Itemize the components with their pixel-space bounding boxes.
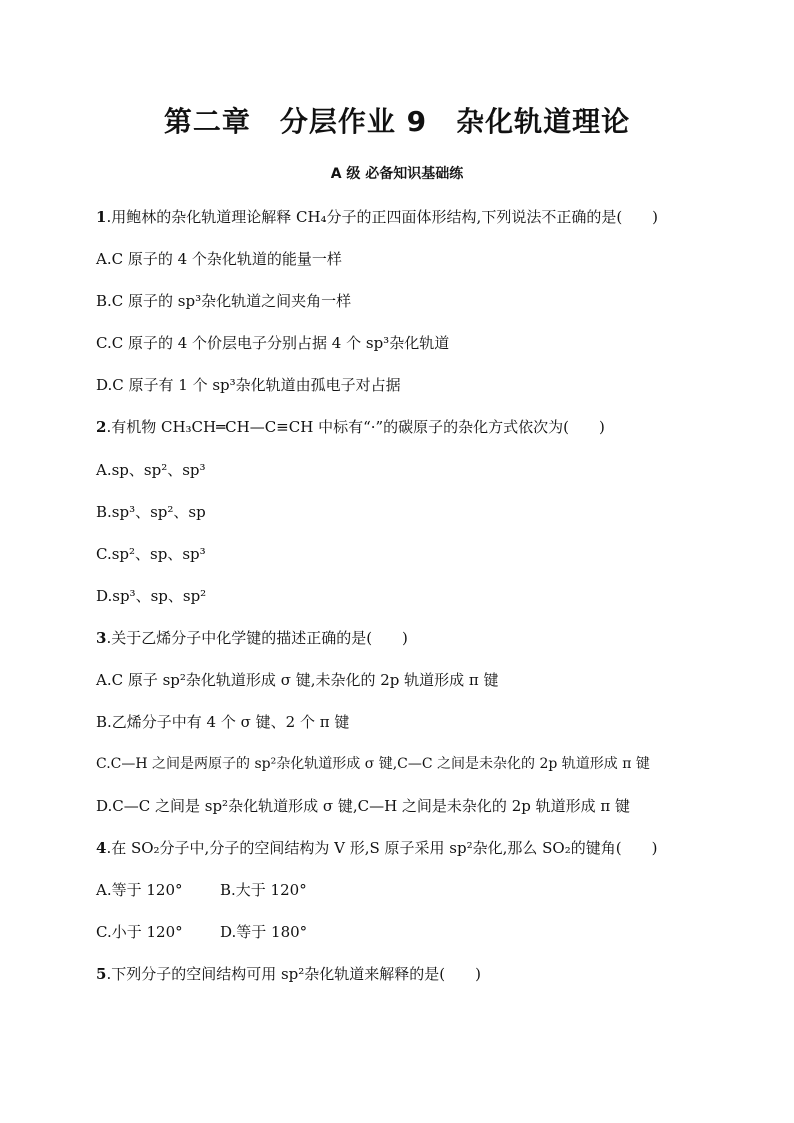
question-number: 4	[96, 839, 107, 857]
option-2c: C.sp²、sp、sp³	[96, 545, 206, 563]
option-4d: D.等于 180°	[220, 923, 308, 941]
question-4	[96, 837, 657, 858]
question-text: .在 SO₂分子中,分子的空间结构为 V 形,S 原子采用 sp²杂化,那么 SO₂的键角( )	[106, 839, 658, 857]
option-4a: A.等于 120°	[96, 881, 183, 899]
question-text: .关于乙烯分子中化学键的描述正确的是( )	[106, 629, 408, 647]
option-2a: A.sp、sp²、sp³	[96, 461, 206, 479]
option-1a: A.C 原子的 4 个杂化轨道的能量一样	[96, 250, 342, 268]
section-heading: A 级 必备知识基础练	[330, 166, 464, 182]
option-1c: C.C 原子的 4 个价层电子分别占据 4 个 sp³杂化轨道	[96, 334, 450, 352]
option-1d: D.C 原子有 1 个 sp³杂化轨道由孤电子对占据	[96, 376, 401, 394]
options-row-4ab	[96, 879, 307, 900]
question-number: 5	[96, 965, 107, 983]
option-2d: D.sp³、sp、sp²	[96, 587, 207, 605]
question-number: 1	[96, 208, 107, 226]
option-4c: C.小于 120°	[96, 923, 183, 941]
question-number: 2	[96, 418, 107, 436]
option-3a: A.C 原子 sp²杂化轨道形成 σ 键,未杂化的 2p 轨道形成 π 键	[96, 671, 499, 689]
option-3d: D.C—C 之间是 sp²杂化轨道形成 σ 键,C—H 之间是未杂化的 2p 轨道形成 π 键	[96, 797, 631, 815]
question-1	[96, 206, 658, 227]
question-5	[96, 963, 481, 984]
option-3c: C.C—H 之间是两原子的 sp²杂化轨道形成 σ 键,C—C 之间是未杂化的 2p 轨道形成 π 键	[96, 756, 650, 772]
question-2	[96, 416, 605, 437]
page-title: 第二章 分层作业 9 杂化轨道理论	[163, 105, 631, 138]
option-3b: B.乙烯分子中有 4 个 σ 键、2 个 π 键	[96, 713, 350, 731]
option-1b: B.C 原子的 sp³杂化轨道之间夹角一样	[96, 292, 352, 310]
question-text: .下列分子的空间结构可用 sp²杂化轨道来解释的是( )	[106, 965, 481, 983]
question-text: .用鲍林的杂化轨道理论解释 CH₄分子的正四面体形结构,下列说法不正确的是( )	[106, 208, 659, 226]
option-2b: B.sp³、sp²、sp	[96, 503, 206, 521]
question-text: .有机物 CH₃CH═CH—C≡CH 中标有“·”的碳原子的杂化方式依次为( )	[106, 418, 605, 436]
question-3	[96, 627, 408, 648]
question-number: 3	[96, 629, 107, 647]
option-4b: B.大于 120°	[220, 881, 307, 899]
options-row-4cd	[96, 921, 308, 942]
